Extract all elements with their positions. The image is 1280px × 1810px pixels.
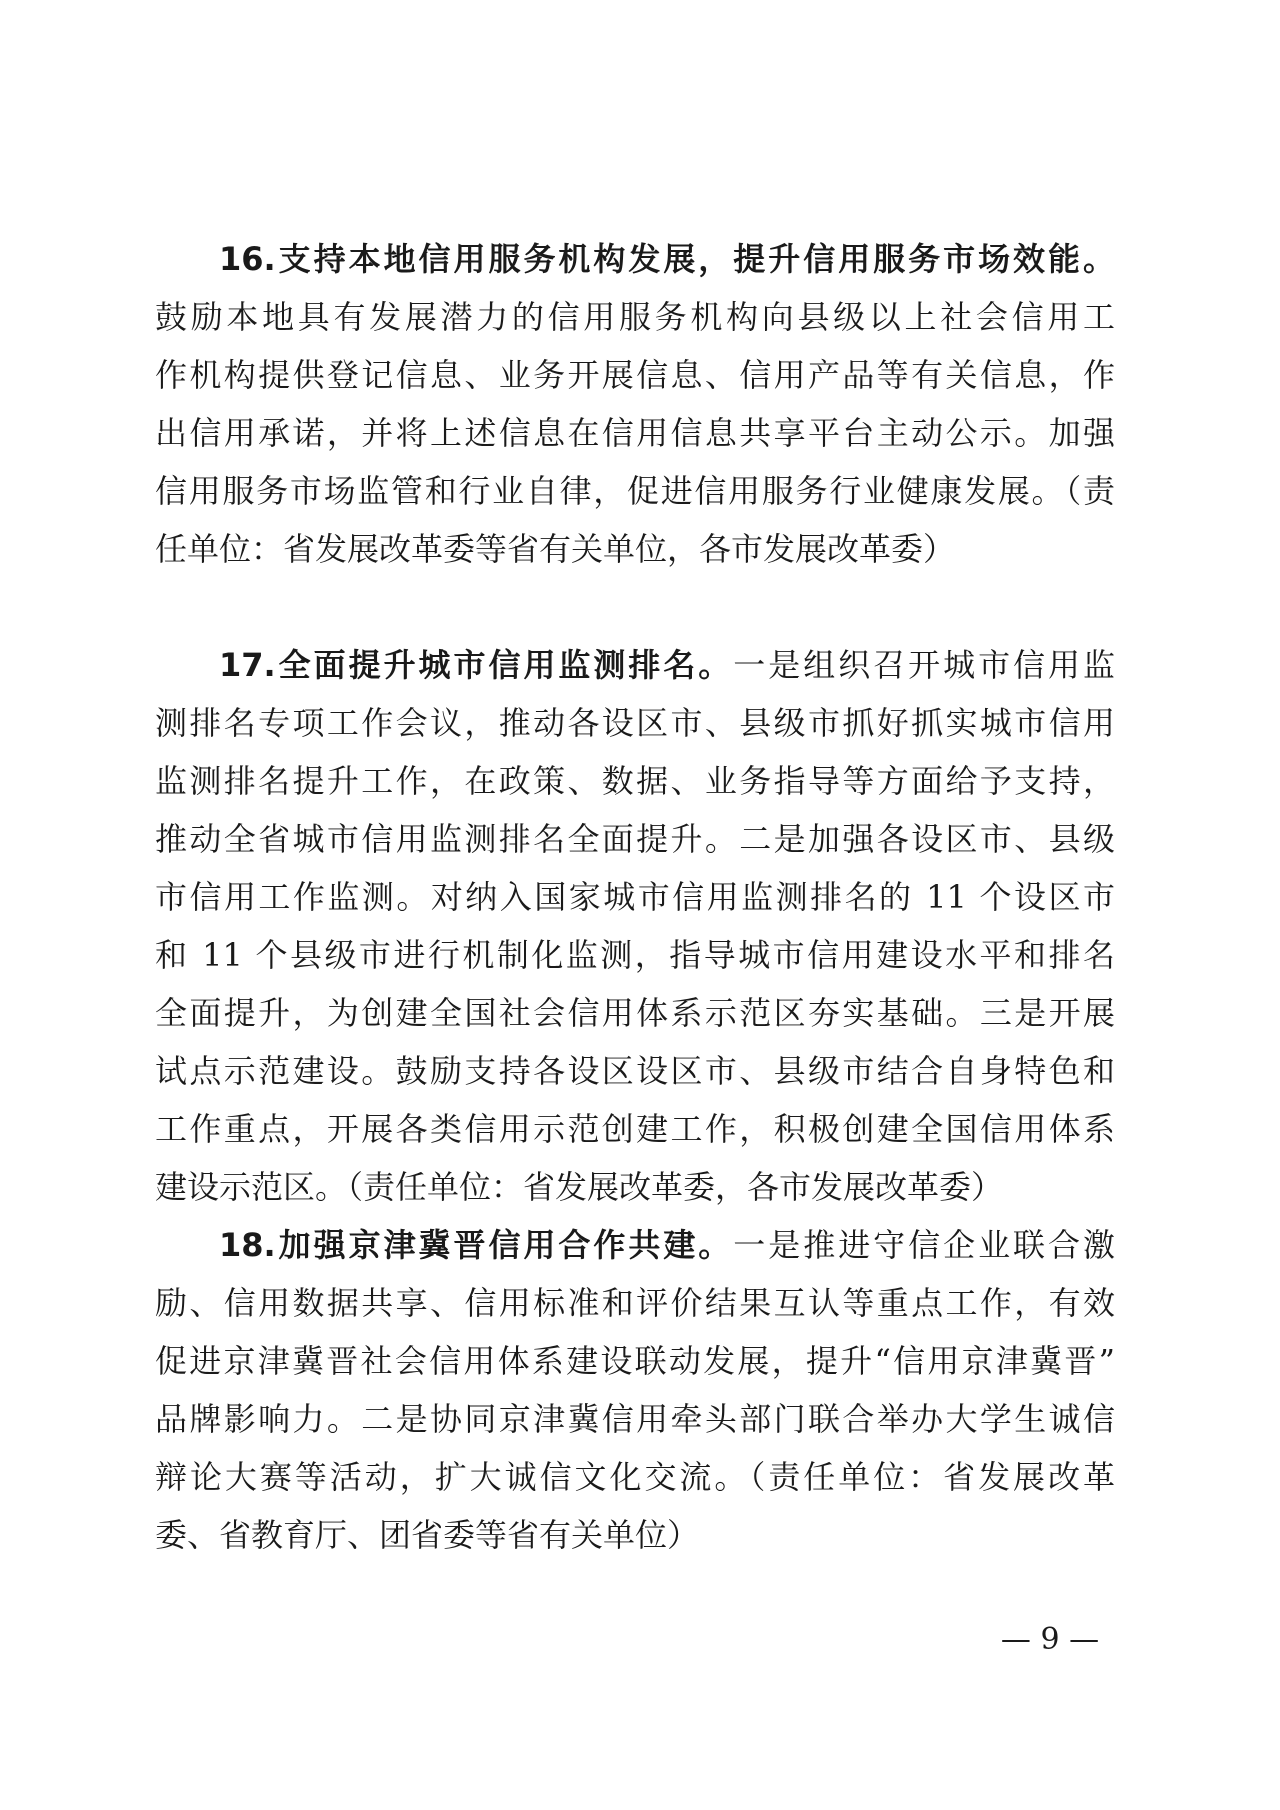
item-18-line-2: 促进京津冀晋社会信用体系建设联动发展，提升“信用京津冀晋” [155, 1342, 1115, 1380]
item-18-title: 18.加强京津冀晋信用合作共建。 [219, 1226, 734, 1264]
item-16-line-4: 信用服务市场监管和行业自律，促进信用服务行业健康发展。（责 [155, 472, 1115, 510]
item-18-line-4: 辩论大赛等活动，扩大诚信文化交流。（责任单位：省发展改革 [155, 1458, 1115, 1496]
item-17-line-6: 全面提升，为创建全国社会信用体系示范区夯实基础。三是开展 [155, 994, 1115, 1032]
item-18-first-rest: 一是推进守信企业联合激 [733, 1226, 1115, 1264]
document-body [155, 230, 1115, 1564]
page-number: — 9 — [1000, 1622, 1100, 1657]
item-17-line-8: 工作重点，开展各类信用示范创建工作，积极创建全国信用体系 [155, 1110, 1115, 1148]
item-17-title: 17.全面提升城市信用监测排名。 [219, 646, 734, 684]
item-17-first-rest: 一是组织召开城市信用监 [733, 646, 1115, 684]
item-18-first-line [155, 1216, 1115, 1274]
item-18-line-3: 品牌影响力。二是协同京津冀信用牵头部门联合举办大学生诚信 [155, 1400, 1115, 1438]
item-17-line-1: 测排名专项工作会议，推动各设区市、县级市抓好抓实城市信用 [155, 704, 1115, 742]
item-18-line-5: 委、省教育厅、团省委等省有关单位） [155, 1516, 700, 1554]
item-17-line-3: 推动全省城市信用监测排名全面提升。二是加强各设区市、县级 [155, 820, 1115, 858]
item-17-first-line [155, 636, 1115, 694]
item-16-line-5: 任单位：省发展改革委等省有关单位，各市发展改革委） [155, 530, 956, 568]
item-18-line-1: 励、信用数据共享、信用标准和评价结果互认等重点工作，有效 [155, 1284, 1115, 1322]
item-16-line-3: 出信用承诺，并将上述信息在信用信息共享平台主动公示。加强 [155, 414, 1115, 452]
section-6-heading [155, 578, 1115, 636]
item-16-title: 16.支持本地信用服务机构发展，提升信用服务市场效能。 [219, 240, 1115, 278]
item-16-line-2: 作机构提供登记信息、业务开展信息、信用产品等有关信息，作 [155, 356, 1115, 394]
item-17-line-4: 市信用工作监测。对纳入国家城市信用监测排名的 11 个设区市 [155, 878, 1115, 916]
item-16-line-1: 鼓励本地具有发展潜力的信用服务机构向县级以上社会信用工 [155, 298, 1115, 336]
item-17-line-2: 监测排名提升工作，在政策、数据、业务指导等方面给予支持， [155, 762, 1115, 800]
item-17-line-7: 试点示范建设。鼓励支持各设区设区市、县级市结合自身特色和 [155, 1052, 1115, 1090]
item-17-line-5: 和 11 个县级市进行机制化监测，指导城市信用建设水平和排名 [155, 936, 1115, 974]
item-17-line-9: 建设示范区。（责任单位：省发展改革委，各市发展改革委） [155, 1168, 1004, 1206]
